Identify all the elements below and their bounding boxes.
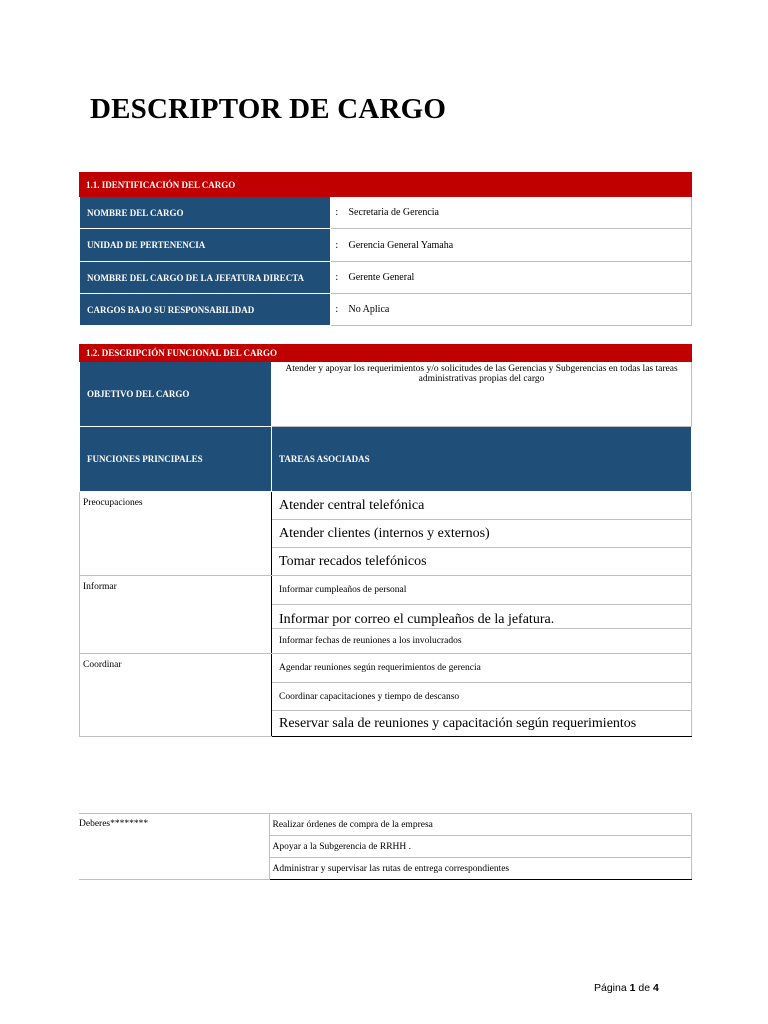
function-preocupaciones: Preocupaciones bbox=[80, 492, 272, 576]
field-value-unit: Gerencia General Yamaha bbox=[343, 229, 692, 262]
task-item: Tomar recados telefónicos bbox=[272, 548, 692, 576]
objective-text: Atender y apoyar los requerimientos y/o solicitudes de las Gerencias y Subgerencias en todas las tareas administrativas propias del cargo bbox=[272, 362, 692, 427]
field-label-supervisor: NOMBRE DEL CARGO DE LA JEFATURA DIRECTA bbox=[80, 262, 331, 294]
task-item: Informar cumpleaños de personal bbox=[272, 576, 692, 605]
page-label: Página bbox=[594, 982, 627, 994]
field-label-job-name: NOMBRE DEL CARGO bbox=[80, 197, 331, 229]
field-value-subordinates: No Aplica bbox=[343, 294, 692, 326]
duties-label: Deberes******** bbox=[79, 814, 269, 880]
field-label-subordinates: CARGOS BAJO SU RESPONSABILIDAD bbox=[80, 294, 331, 326]
separator: : bbox=[331, 294, 343, 326]
separator: : bbox=[331, 262, 343, 294]
task-item: Atender central telefónica bbox=[272, 492, 692, 520]
tasks-header: TAREAS ASOCIADAS bbox=[272, 427, 692, 492]
section-header-functional: 1.2. DESCRIPCIÓN FUNCIONAL DEL CARGO bbox=[80, 345, 692, 362]
duties-table bbox=[79, 813, 692, 880]
page-total: 4 bbox=[653, 982, 659, 994]
duty-item: Administrar y supervisar las rutas de entrega correspondientes bbox=[269, 858, 691, 880]
page-number bbox=[594, 982, 659, 994]
duty-item: Apoyar a la Subgerencia de RRHH . bbox=[269, 836, 691, 858]
document-title: DESCRIPTOR DE CARGO bbox=[90, 93, 447, 125]
function-informar: Informar bbox=[80, 576, 272, 654]
field-value-job-name: Secretaria de Gerencia bbox=[343, 197, 692, 229]
section-header-identification: 1.1. IDENTIFICACIÓN DEL CARGO bbox=[80, 173, 692, 197]
functions-header: FUNCIONES PRINCIPALES bbox=[80, 427, 272, 492]
field-label-unit: UNIDAD DE PERTENENCIA bbox=[80, 229, 331, 262]
page-current: 1 bbox=[629, 982, 636, 994]
task-item: Informar por correo el cumpleaños de la jefatura. bbox=[272, 605, 692, 629]
duty-item: Realizar órdenes de compra de la empresa bbox=[269, 814, 691, 836]
task-item: Agendar reuniones según requerimientos de gerencia bbox=[272, 654, 692, 683]
task-item: Informar fechas de reuniones a los involucrados bbox=[272, 629, 692, 654]
task-item: Reservar sala de reuniones y capacitación según requerimientos bbox=[272, 711, 692, 737]
task-item: Coordinar capacitaciones y tiempo de descanso bbox=[272, 683, 692, 711]
field-value-supervisor: Gerente General bbox=[343, 262, 692, 294]
function-coordinar: Coordinar bbox=[80, 654, 272, 737]
functional-description-table bbox=[79, 344, 692, 737]
task-item: Atender clientes (internos y externos) bbox=[272, 520, 692, 548]
page-of: de bbox=[638, 982, 651, 994]
separator: : bbox=[331, 197, 343, 229]
separator: : bbox=[331, 229, 343, 262]
identification-table bbox=[79, 172, 692, 326]
objective-label: OBJETIVO DEL CARGO bbox=[80, 362, 272, 427]
